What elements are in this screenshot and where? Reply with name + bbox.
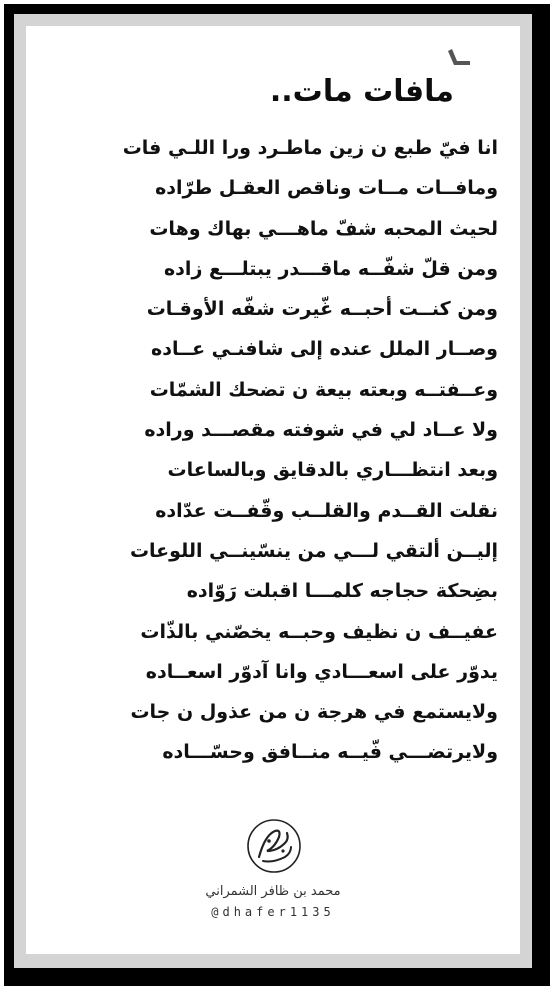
corner-bracket-icon xyxy=(446,47,472,69)
verse-line: ومن كنــت أحبــه غّيرت شفّه الأوقـات xyxy=(146,298,498,321)
author-name: محمد بن ظافر الشمراني xyxy=(205,884,341,899)
verse-line: ومن قلّ شفّــه ماقـــدر يبتلـــع زاده xyxy=(163,257,498,280)
verse-line: يدوّر على اسعـــادي وانا آدوّر اسعــاده xyxy=(145,660,498,683)
verse-line: وعــفتــه وبعته بيعة ن تضحك الشمّات xyxy=(149,378,498,401)
verse-line: ولا عــاد لي في شوفته مقصـــد وراده xyxy=(144,419,498,442)
verse-line: ولايستمع في هرجة ن من عذول ن جات xyxy=(130,701,498,724)
verse-line: ولايرتضـــي فّيــه منــافق وحسّـــاده xyxy=(162,741,498,764)
verse-line: بضِحكة حجاجه كلمـــا اقبلت رَوّاده xyxy=(186,580,498,603)
poem-card xyxy=(26,26,520,954)
poem-verses xyxy=(78,128,498,773)
poem-title: مافات مات.. xyxy=(269,74,454,109)
verse-line: نقلت القــدم والقلــب وقّفــت عدّاده xyxy=(155,499,498,522)
verse-line: وبعد انتظـــاري بالدقايق وبالساعات xyxy=(167,459,498,482)
verse-line: لحيث المحبه شفّ ماهـــي بهاك وهات xyxy=(149,217,498,240)
verse-line: وصــار الملل عنده إلى شافنـي عــاده xyxy=(150,338,498,361)
verse-line: انا فيّ طبع ن زين ماطـرد ورا اللـي فات xyxy=(122,137,498,159)
calligraphy-logo-icon xyxy=(245,817,303,875)
verse-line: إليــن ألتقي لـــي من ينسّينــي اللوعات xyxy=(129,539,498,562)
verse-line: عفيــف ن نظيف وحبــه يخصّني بالذّات xyxy=(140,620,498,643)
verse-line: ومافــات مــات وناقص العقـل طرّاده xyxy=(155,177,498,200)
author-handle: @dhafer1135 xyxy=(211,905,335,919)
